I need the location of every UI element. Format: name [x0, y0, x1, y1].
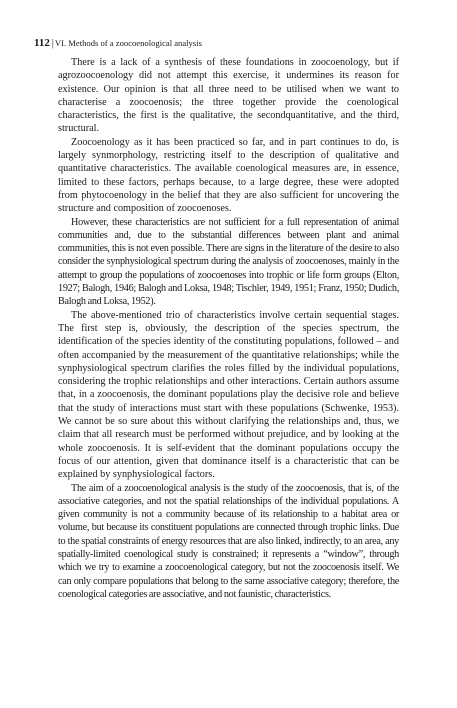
body-text — [58, 56, 399, 601]
paragraph: The aim of a zoocoenological analysis is the study of the zoocoenosis, that is, of the associative categories, and not the spatial relationships of the individual populations. A given community is not a community because of its relationship to a habitat area or volume, but because its constituent populations are connected through trophic links. Due to the spatial constraints of energy resources that are also linked, indirectly, to an area, any spatially-limited coenological study is constrained; it represents a “window”, through which we try to examine a zoocoenological category, but not the zoocoenosis itself. We can only compare populations that belong to the same associative category; therefore, the coenological categories are associative, and not faunistic, characteristics. — [58, 482, 399, 600]
running-title: VI. Methods of a zoocoenological analysis — [54, 38, 202, 48]
running-head — [34, 37, 424, 50]
paragraph: The above-mentioned trio of characteristics involve certain sequential stages. The first step is, obviously, the description of the species spectrum, the identification of the species identity of the constituting populations, followed – and often accompanied by the measurement of the quantitative relationships; while the synphysiological spectrum clarifies the roles filled by the individual populations, considering the trophic relationships and other interactions. Certain authors assume that, in a zoocoenosis, the dominant populations play the decisive role and believe that the study of interactions must start with these populations (Schwenke, 1953). We cannot be so sure about this without clarifying the relationships and, thus, we claim that all research must be performed without prejudice, and by looking at the whole zoocoenosis. It is self-evident that the dominant populations occupy the focus of our attention, given that dominance itself is a characteristic that can be explained by synphysiological factors. — [58, 309, 399, 481]
page-number: 112 — [34, 37, 50, 49]
paragraph: However, these characteristics are not sufficient for a full representation of animal communities and, due to the substantial differences between plant and animal communities, this is not even possible. There are signs in the literature of the desire to also consider the synphysiological spectrum during the analysis of zoocoenoses, mainly in the attempt to group the populations of zoocoenoses into trophic or life form groups (Elton, 1927; Balogh, 1946; Balogh and Loksa, 1948; Tischler, 1949, 1951; Franz, 1950; Dudich, Balogh and Loksa, 1952). — [58, 216, 399, 308]
header-separator: | — [51, 38, 54, 49]
paragraph: There is a lack of a synthesis of these foundations in zoocoenology, but if agrozoocoenology did not attempt this exercise, it undermines its reason for existence. Our opinion is that all three need to be utilised when we want to characterise a zoocoenosis; the three together provide the coenological characteristics, the first is the qualitative, the secondquantitative, and the third, structural. — [58, 57, 399, 135]
paragraph: Zoocoenology as it has been practiced so far, and in part continues to do, is largely synmorphology, restricting itself to the description of qualitative and quantitative characteristics. The available coenological measures are, in essence, limited to these factors, perhaps because, to a large degree, these were adopted from phytocoenology in the belief that they are also sufficient for uncovering the structure and composition of zoocoenoses. — [58, 136, 399, 215]
